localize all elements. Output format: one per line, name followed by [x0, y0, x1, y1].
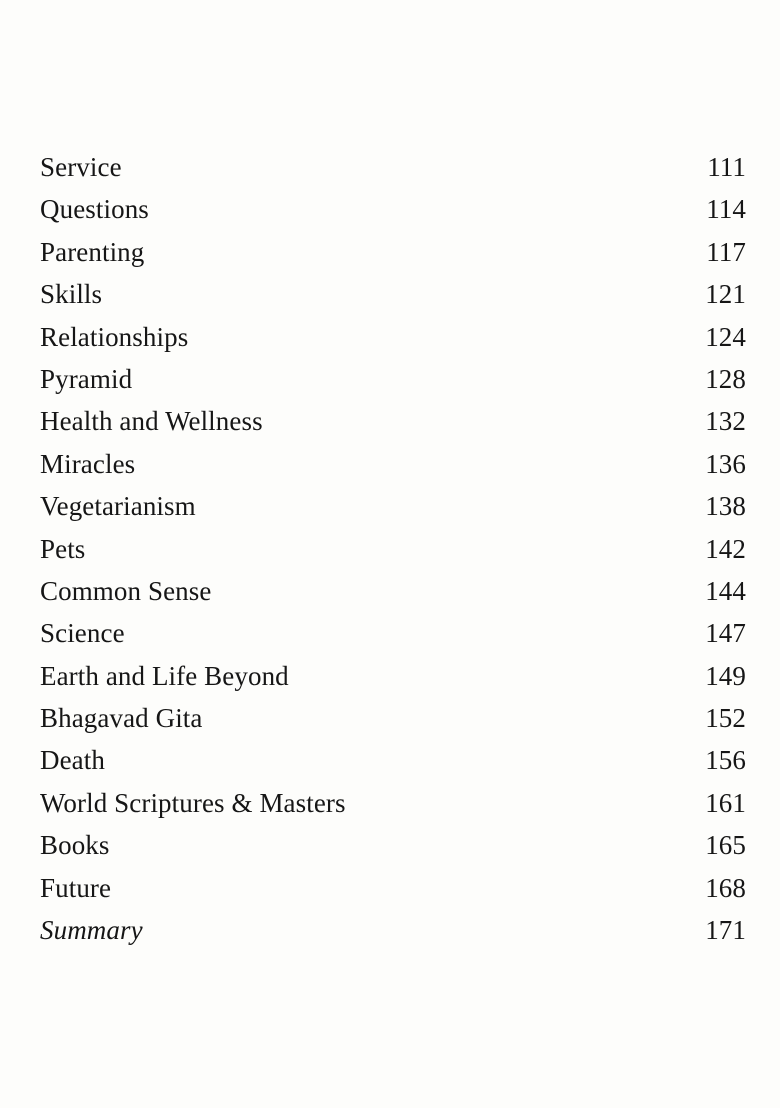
- toc-entry: [40, 570, 746, 612]
- toc-entry-page-number: 124: [705, 321, 746, 352]
- toc-entry-page-number: 128: [705, 363, 746, 394]
- toc-entry: [40, 612, 746, 654]
- toc-entry-page-number: 136: [705, 448, 746, 479]
- toc-entry-title: Death: [40, 745, 105, 776]
- toc-entry: [40, 909, 746, 951]
- toc-entry-page-number: 171: [705, 915, 746, 946]
- toc-entry: [40, 146, 746, 188]
- toc-entry-page-number: 121: [705, 279, 746, 310]
- toc-entry-page-number: 149: [705, 660, 746, 691]
- toc-entry-page-number: 168: [705, 872, 746, 903]
- toc-entry-title: Questions: [40, 194, 149, 225]
- toc-entry-title: Summary: [40, 915, 143, 946]
- toc-entry: [40, 528, 746, 570]
- toc-entry-page-number: 114: [706, 194, 746, 225]
- toc-entry-title: Relationships: [40, 321, 189, 352]
- toc-entry-page-number: 138: [705, 491, 746, 522]
- toc-entry-page-number: 147: [705, 618, 746, 649]
- toc-entry-page-number: 111: [707, 152, 746, 182]
- toc-entry-title: Science: [40, 618, 125, 649]
- toc-entry-page-number: 152: [705, 703, 746, 734]
- toc-entry: [40, 273, 746, 315]
- toc-entry-page-number: 142: [705, 533, 746, 564]
- toc-entry-title: Health and Wellness: [40, 406, 263, 437]
- toc-entry: [40, 316, 746, 358]
- toc-entry-title: Common Sense: [40, 575, 212, 606]
- toc-entry: [40, 231, 746, 273]
- toc-entry: [40, 655, 746, 697]
- toc-entry-page-number: 132: [705, 406, 746, 437]
- toc-entry-title: Pets: [40, 533, 86, 564]
- toc-entry: [40, 782, 746, 824]
- toc-entry: [40, 824, 746, 866]
- toc-entry: [40, 697, 746, 739]
- toc-entry-title: Future: [40, 872, 112, 903]
- toc-entry: [40, 188, 746, 230]
- toc-entry-page-number: 156: [705, 745, 746, 776]
- toc-entry-title: Books: [40, 830, 110, 861]
- toc-entry-title: Bhagavad Gita: [40, 703, 203, 734]
- toc-entry-page-number: 144: [705, 575, 746, 606]
- table-of-contents: [40, 146, 746, 951]
- toc-entry-title: World Scriptures & Masters: [40, 787, 346, 818]
- toc-entry-title: Skills: [40, 279, 103, 310]
- toc-entry-page-number: 161: [705, 787, 746, 818]
- toc-entry-title: Pyramid: [40, 363, 133, 394]
- toc-entry-page-number: 117: [706, 236, 746, 267]
- toc-entry-title: Earth and Life Beyond: [40, 660, 289, 691]
- toc-entry-title: Miracles: [40, 448, 136, 479]
- toc-entry-title: Service: [40, 152, 122, 182]
- toc-entry: [40, 443, 746, 485]
- toc-entry: [40, 739, 746, 781]
- toc-entry-title: Vegetarianism: [40, 491, 196, 522]
- toc-entry-page-number: 165: [705, 830, 746, 861]
- toc-entry: [40, 358, 746, 400]
- toc-entry: [40, 867, 746, 909]
- toc-entry-title: Parenting: [40, 236, 145, 267]
- toc-entry: [40, 400, 746, 442]
- toc-entry: [40, 485, 746, 527]
